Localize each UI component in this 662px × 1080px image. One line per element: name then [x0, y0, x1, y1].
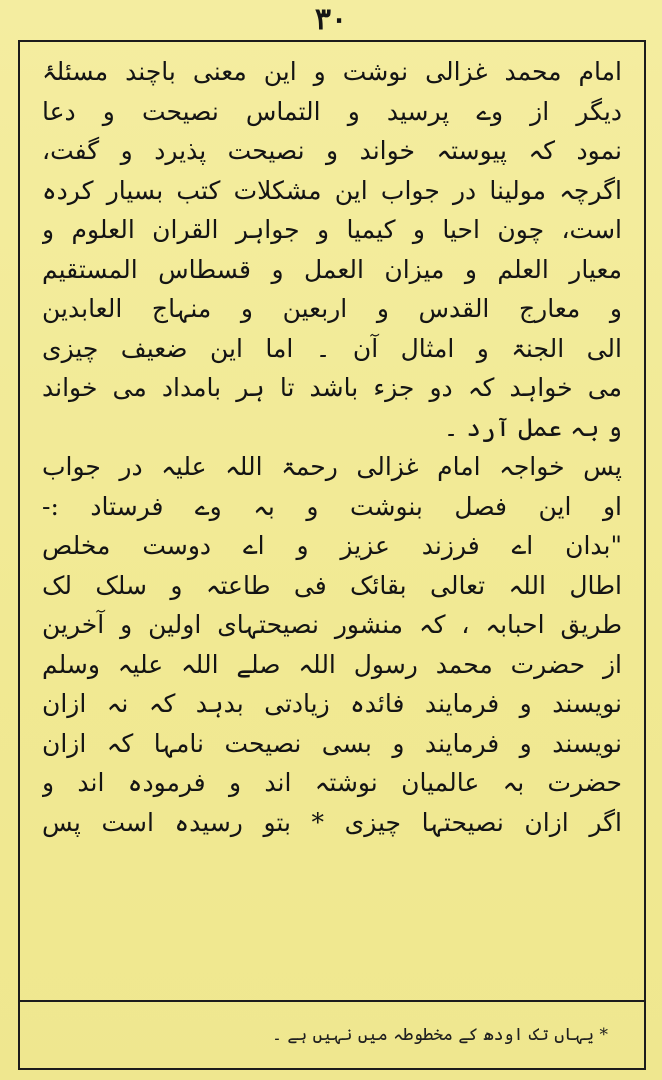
text-line: امام محمد غزالی نوشت و این معنی باچند مسئلۂ	[42, 57, 622, 86]
text-line: او این فصل بنوشت و بہ وے فرستاد :-	[42, 491, 622, 521]
text-line: از حضرت محمد رسول اللہ صلے اللہ علیہ وسلم	[42, 649, 622, 679]
text-line: طریق احبابہ ، کہ منشور نصیحتہای اولین و آخرین	[42, 610, 622, 639]
text-line: اطال اللہ تعالی بقائک فی طاعتہ و سلک لک	[42, 570, 622, 600]
text-line: پس خواجہ امام غزالی رحمۃ اللہ علیہ در جواب	[42, 452, 622, 481]
footnote-divider	[20, 1000, 644, 1002]
text-frame	[18, 40, 646, 1070]
body-text	[20, 42, 644, 997]
text-line: معیار العلم و میزان العمل و قسطاس المستقیم	[42, 254, 622, 284]
text-line: الی الجنۃ و امثال آن ۔ اما این ضعیف چیزی	[42, 333, 622, 363]
text-line: و معارج القدس و اربعین و منہاج العابدین	[42, 294, 622, 323]
text-line: نویسند و فرمایند و بسی نصیحت نامہا کہ ازان	[42, 728, 622, 758]
text-line: حضرت بہ عالمیان نوشتہ اند و فرمودہ اند و	[42, 768, 622, 797]
text-line: اگر ازان نصیحتہا چیزی * بتو رسیدہ است پس	[42, 807, 622, 837]
text-line: می خواہد کہ دو جزء باشد تا ہر بامداد می خواند	[42, 373, 622, 402]
text-line: است، چون احیا و کیمیا و جواہر القران العلوم و	[42, 215, 622, 244]
text-line: دیگر از وے پرسید و التماس نصیحت و دعا	[42, 96, 622, 126]
footnote: * یہاں تک اودھ کے مخطوطہ میں نہیں ہے ۔	[271, 1025, 608, 1045]
text-line: و بہ عمل آرد ۔	[443, 412, 622, 442]
text-line: نمود کہ پیوستہ خواند و نصیحت پذیرد و گفت،	[42, 136, 622, 165]
page-number: ۳۰	[314, 2, 348, 37]
text-line: "بدان اے فرزند عزیز و اے دوست مخلص	[42, 531, 622, 560]
text-line: اگرچہ مولینا در جواب این مشکلات کتب بسیار کردہ	[42, 175, 622, 205]
text-line: نویسند و فرمایند فائدہ زیادتی بدہد کہ نہ ازان	[42, 689, 622, 718]
